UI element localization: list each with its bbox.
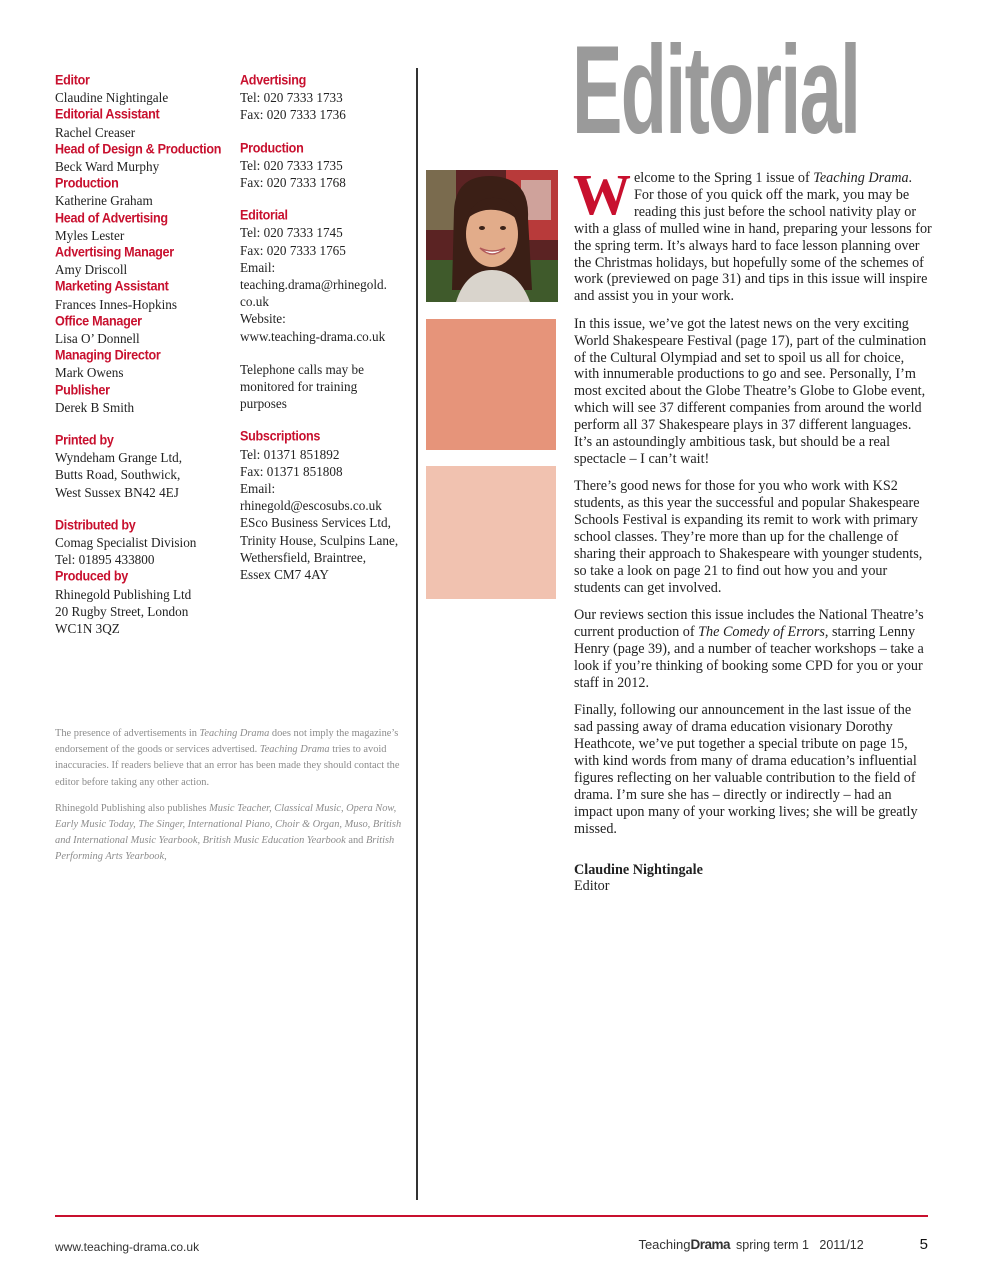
credits-left-column xyxy=(55,72,230,637)
credit-line: Trinity House, Sculpins Lane, xyxy=(240,532,399,548)
credit-line: Fax: 01371 851808 xyxy=(240,463,343,479)
footer-magazine-name-bold: Drama xyxy=(690,1237,731,1252)
credit-block xyxy=(240,207,410,345)
credit-line: Telephone calls may be xyxy=(240,361,364,377)
credit-line: Tel: 01371 851892 xyxy=(240,446,340,462)
credit-role: Head of Advertising xyxy=(55,210,168,226)
credit-line: Derek B Smith xyxy=(55,399,135,415)
credit-line: Email: xyxy=(240,259,276,275)
credit-block xyxy=(55,175,230,209)
credit-block xyxy=(240,428,410,583)
credit-block xyxy=(240,72,410,124)
credit-line: West Sussex BN42 4EJ xyxy=(55,484,179,500)
credit-line: Lisa O’ Donnell xyxy=(55,331,140,347)
disclaimer-advertising: The presence of advertisements in Teaching Drama does not imply the magazine’s endorsement of the goods or services advertised. Teaching Drama tries to avoid inaccuracies. If readers believe that an error has been made they should contact the editor before taking any other action. xyxy=(55,728,400,788)
credit-block xyxy=(55,517,230,569)
credit-line: Essex CM7 4AY xyxy=(240,567,329,583)
disclaimer-publications: Rhinegold Publishing also publishes Music Teacher, Classical Music, Opera Now, Early Music Today, The Singer, International Piano, Choir & Organ, Muso, British and International Music Yearbook, British Music Education Yearbook and British Performing Arts Yearbook, xyxy=(55,802,402,863)
credit-block xyxy=(55,313,230,347)
credit-block xyxy=(55,106,230,140)
credit-role: Printed by xyxy=(55,432,114,448)
credit-line: WC1N 3QZ xyxy=(55,621,120,637)
credit-block xyxy=(55,568,230,637)
credit-role: Production xyxy=(240,140,304,156)
credit-line: www.teaching-drama.co.uk xyxy=(240,328,386,344)
credit-line: 20 Rugby Street, London xyxy=(55,603,189,619)
credit-role: Produced by xyxy=(55,568,128,584)
credit-line: Mark Owens xyxy=(55,365,124,381)
footer-rule xyxy=(55,1215,928,1217)
credit-role: Managing Director xyxy=(55,347,161,363)
credits-right-column xyxy=(240,72,410,583)
article-paragraph: Finally, following our announcement in the last issue of the sad passing away of drama education visionary Dorothy Heathcote, we’ve put together a special tribute on page 15, with kind words from many of drama education’s influential figures reflecting on her valuable contribution to the field of drama. I’m sure she has – directly or indirectly – had an impact upon many of your working lives; she will be greatly missed. xyxy=(574,702,918,837)
credit-role: Office Manager xyxy=(55,313,142,329)
credit-role: Advertising xyxy=(240,72,306,88)
credit-block xyxy=(55,141,230,175)
credit-line: Myles Lester xyxy=(55,227,125,243)
credit-line: Wyndeham Grange Ltd, xyxy=(55,450,183,466)
decorative-block-dark xyxy=(426,319,556,450)
credit-role: Editor xyxy=(55,72,90,88)
credit-role: Subscriptions xyxy=(240,428,321,444)
credit-role: Distributed by xyxy=(55,517,136,533)
credit-line: Katherine Graham xyxy=(55,193,153,209)
credit-line: Tel: 020 7333 1733 xyxy=(240,90,343,106)
credit-line: Rachel Creaser xyxy=(55,124,136,140)
credit-block xyxy=(55,432,230,501)
credit-line: purposes xyxy=(240,396,287,412)
credit-line: Wethersfield, Braintree, xyxy=(240,549,366,565)
vertical-divider xyxy=(416,68,418,1200)
footer-url[interactable]: www.teaching-drama.co.uk xyxy=(55,1240,200,1254)
credit-block xyxy=(55,72,230,106)
article-paragraph: There’s good news for those for you who work with KS2 students, as this year the successful and popular Shakespeare Schools Festival is expanding its remit to work with primary school classes. They’re more than up for the challenge of sharing their approach to Shakespeare with younger students, so take a look on page 21 to find out how you and your students can get involved. xyxy=(574,478,923,596)
credit-block xyxy=(240,361,410,413)
credit-line: Butts Road, Southwick, xyxy=(55,467,181,483)
credit-block xyxy=(240,140,410,192)
credit-role: Editorial xyxy=(240,207,288,223)
editorial-article xyxy=(573,162,932,895)
credit-line: teaching.drama@rhinegold. xyxy=(240,277,387,293)
credit-line: Fax: 020 7333 1768 xyxy=(240,175,346,191)
footer-magazine-name: Teaching xyxy=(638,1237,691,1252)
credit-line: Amy Driscoll xyxy=(55,262,128,278)
credit-line: Fax: 020 7333 1765 xyxy=(240,242,346,258)
article-paragraph: In this issue, we’ve got the latest news on the very exciting World Shakespeare Festival (page 17), part of the culmination of the Cultural Olympiad and set to spoil us all for choice, with innumerable productions to go and see. Personally, I’m most excited about the Globe Theatre’s Globe to Globe event, which will see 37 different companies from around the world perform all 37 Shakespeare plays in 37 different languages. It’s an astoundingly ambitious task, but should be a real spectacle – I can’t wait! xyxy=(574,315,927,467)
credit-line: Comag Specialist Division xyxy=(55,535,197,551)
credit-role: Publisher xyxy=(55,382,110,398)
article-paragraph: Our reviews section this issue includes the National Theatre’s current production of The Comedy of Errors, starring Lenny Henry (page 39), and a number of teacher workshops – take a look if you’re thinking of booking some CPD for you or your staff in 2012. xyxy=(574,607,924,691)
credit-line: Fax: 020 7333 1736 xyxy=(240,107,346,123)
credit-line: co.uk xyxy=(240,294,269,310)
credit-line: Tel: 020 7333 1745 xyxy=(240,225,343,241)
footer-info xyxy=(638,1236,928,1254)
signature-title: Editor xyxy=(574,878,610,895)
credit-line: ESco Business Services Ltd, xyxy=(240,515,391,531)
credit-block xyxy=(55,382,230,416)
page-title: Editorial xyxy=(572,19,860,161)
credit-role: Marketing Assistant xyxy=(55,278,169,294)
disclaimer xyxy=(55,726,410,876)
credit-line: rhinegold@escosubs.co.uk xyxy=(240,498,382,514)
credit-line: Email: xyxy=(240,481,276,497)
editor-photo xyxy=(426,170,558,302)
footer-issue: spring term 1 2011/12 xyxy=(736,1238,864,1252)
credit-line: Claudine Nightingale xyxy=(55,90,169,106)
article-paragraph: Welcome to the Spring 1 issue of Teaching Drama. For those of you quick off the mark, you may be reading this just before the school nativity play or with a glass of mulled wine in hand, preparing your lessons for the spring term. It’s always hard to face lesson planning over the Christmas holidays, but hopefully some of the schemes of work (previewed on page 31) and tips in this issue will inspire and assist you in your work. xyxy=(573,162,932,305)
decorative-block-light xyxy=(426,466,556,599)
credit-line: Website: xyxy=(240,311,286,327)
credit-line: Tel: 01895 433800 xyxy=(55,552,155,568)
signature-name: Claudine Nightingale xyxy=(574,861,703,878)
credit-block xyxy=(55,278,230,312)
credit-line: Frances Innes-Hopkins xyxy=(55,296,177,312)
credit-role: Head of Design & Production xyxy=(55,141,222,157)
credit-block xyxy=(55,347,230,381)
credit-role: Production xyxy=(55,175,119,191)
credit-line: Beck Ward Murphy xyxy=(55,159,160,175)
credit-role: Advertising Manager xyxy=(55,244,174,260)
credit-block xyxy=(55,210,230,244)
credit-line: Tel: 020 7333 1735 xyxy=(240,157,343,173)
credit-block xyxy=(55,244,230,278)
editor-portrait-image xyxy=(426,170,558,302)
credit-role: Editorial Assistant xyxy=(55,106,160,122)
drop-cap: W xyxy=(573,162,631,227)
credit-line: monitored for training xyxy=(240,379,358,395)
page-number: 5 xyxy=(919,1236,928,1253)
credit-line: Rhinegold Publishing Ltd xyxy=(55,586,192,602)
